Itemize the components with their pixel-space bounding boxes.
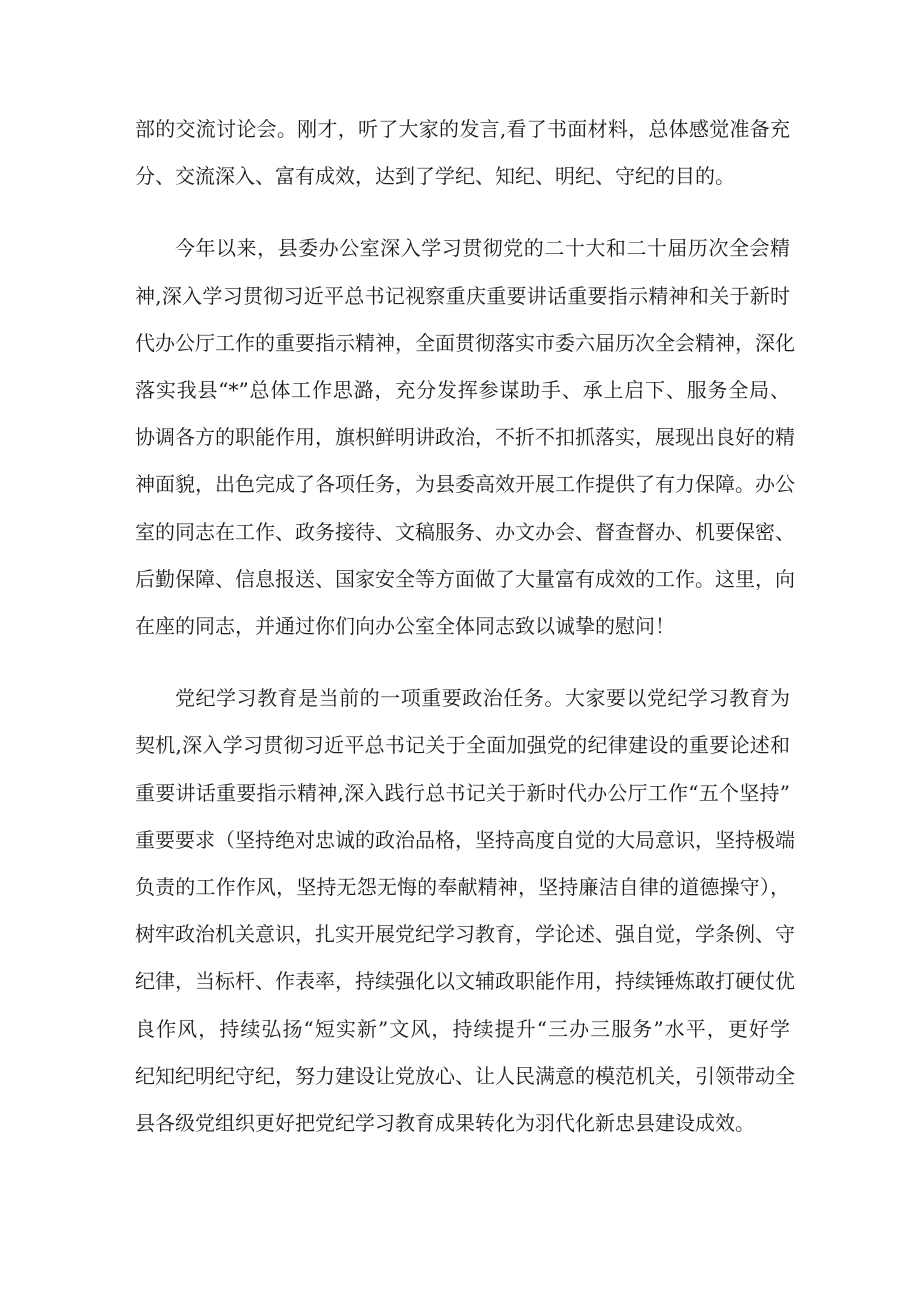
paragraph-3 <box>135 675 795 1147</box>
text-line: 室的同志在工作、政务接待、文稿服务、办文办会、督查督办、机要保密、 <box>135 519 795 544</box>
paragraph-2 <box>135 225 795 650</box>
text-line: 纪律，当标杆、作表率，持续强化以文辅政职能作用，持续锤炼敢打硬仗优 <box>135 969 795 994</box>
text-line: 良作风，持续弘扬“短实新”文风，持续提升“三办三服务”水平，更好学 <box>135 1016 790 1041</box>
text-line: 今年以来，县委办公室深入学习贯彻党的二十大和二十届历次全会精 <box>175 236 790 261</box>
document-body <box>135 106 795 1147</box>
text-line: 部的交流讨论会。刚才，听了大家的发言,看了书面材料，总体感觉准备充 <box>135 117 790 141</box>
text-line: 负责的工作作风，坚持无怨无悔的奉献精神，坚持廉洁自律的道德操守）， <box>135 875 790 900</box>
text-line: 树牢政治机关意识，扎实开展党纪学习教育，学论述、强自觉，学条例、守 <box>135 922 795 947</box>
text-line: 神面貌，出色完成了各项任务，为县委高效开展工作提供了有力保障。办公 <box>135 472 795 497</box>
text-line: 在座的同志，并通过你们向办公室全体同志致以诚挚的慰问！ <box>135 614 675 639</box>
text-line: 纪知纪明纪守纪，努力建设让党放心、让人民满意的模范机关，引领带动全 <box>135 1063 795 1088</box>
text-line: 重要要求（坚持绝对忠诚的政治品格，坚持高度自觉的大局意识，坚持极端 <box>135 827 795 852</box>
text-line: 后勤保障、信息报送、国家安全等方面做了大量富有成效的工作。这里，向 <box>135 566 795 591</box>
text-line: 神,深入学习贯彻习近平总书记视察重庆重要讲话重要指示精神和关于新时 <box>135 283 790 308</box>
text-line: 分、交流深入、富有成效，达到了学纪、知纪、明纪、守纪的目的。 <box>135 164 735 189</box>
text-line: 重要讲话重要指示精神,深入践行总书记关于新时代办公厅工作“五个坚持” <box>135 780 790 805</box>
paragraph-1 <box>135 106 790 200</box>
text-line: 县各级党组织更好把党纪学习教育成果转化为羽代化新忠县建设成效。 <box>135 1111 755 1136</box>
text-line: 落实我县“*”总体工作思潞，充分发挥参谋助手、承上启下、服务全局、 <box>135 378 790 403</box>
text-line: 契机,深入学习贯彻习近平总书记关于全面加强党的纪律建设的重要论述和 <box>135 733 790 758</box>
text-line: 协调各方的职能作用，旗枳鲜明讲政治，不折不扣抓落实，展现出良好的精 <box>135 425 795 450</box>
text-line: 党纪学习教育是当前的一项重要政治任务。大家要以党纪学习教育为 <box>175 686 790 711</box>
text-line: 代办公厅工作的重要指示精神，全面贯彻落实市委六届历次全会精神，深化 <box>135 330 795 355</box>
